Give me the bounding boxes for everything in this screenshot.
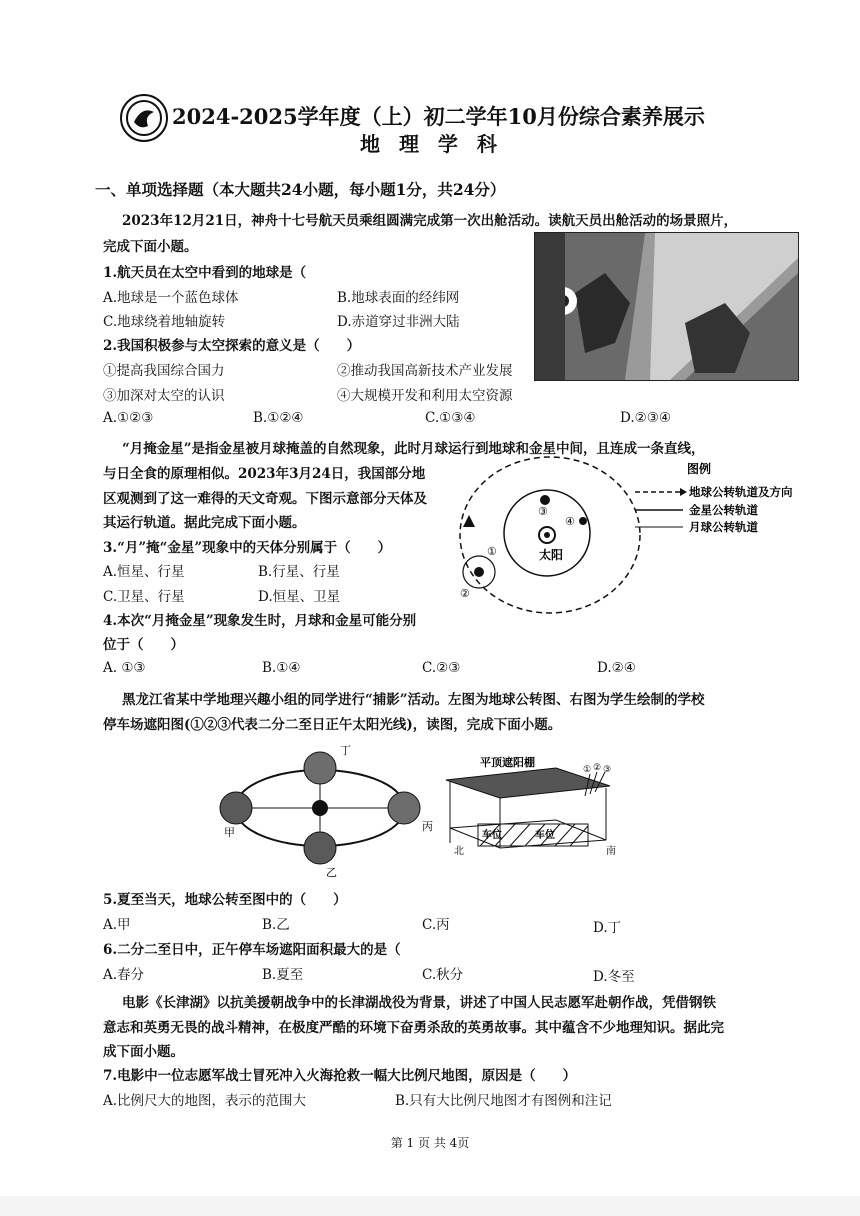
legend-moon-orbit: 月球公转轨道 <box>689 520 758 534</box>
q7-stem: 7.电影中一位志愿军战士冒死冲入火海抢救一幅大比例尺地图，原因是（ ） <box>103 1068 577 1084</box>
q3-option-d[interactable]: D.恒星、卫星 <box>258 589 341 605</box>
page-title: 2024-2025学年度（上）初二学年10月份综合素养展示 <box>172 104 705 129</box>
q7-option-b[interactable]: B.只有大比例尺地图才有图例和注记 <box>395 1093 612 1109</box>
intro1-line1: 2023年12月21日，神舟十七号航天员乘组圆满完成第一次出舱活动。读航天员出舱活动的场景照片， <box>122 213 738 229</box>
q2-stem: 2.我国积极参与太空探索的意义是（ ） <box>103 338 361 354</box>
intro2-line3: 区观测到了这一难得的天文奇观。下图示意部分天体及 <box>103 491 427 507</box>
label-north: 北 <box>454 846 464 857</box>
q5-option-b[interactable]: B.乙 <box>262 917 290 933</box>
earth-jia <box>220 792 252 824</box>
marker-3: ③ <box>538 505 548 518</box>
q2-option-b[interactable]: B.①②④ <box>253 410 304 426</box>
bottom-bar <box>0 1196 860 1216</box>
q4-option-a[interactable]: A. ①③ <box>103 660 146 676</box>
q7-option-a[interactable]: A.比例尺大的地图，表示的范围大 <box>103 1093 307 1109</box>
q2-option-c[interactable]: C.①③④ <box>425 410 476 426</box>
q4-stem-line1: 4.本次“月掩金星”现象发生时，月球和金星可能分别 <box>103 613 417 629</box>
roof-label: 平顶遮阳棚 <box>480 756 535 769</box>
marker-1: ① <box>487 545 497 558</box>
q5-option-c[interactable]: C.丙 <box>422 917 450 933</box>
earth-bing <box>388 792 420 824</box>
section-heading: 一、单项选择题（本大题共24小题，每小题1分，共24分） <box>95 180 506 199</box>
parking-space-1: 车位 <box>482 830 502 841</box>
q6-option-d[interactable]: D.冬至 <box>593 969 635 985</box>
q2-statement-2: ②推动我国高新技术产业发展 <box>337 363 513 379</box>
q4-option-c[interactable]: C.②③ <box>422 660 461 676</box>
intro2-line1: “月掩金星”是指金星被月球掩盖的自然现象，此时月球运行到地球和金星中间，且连成一条直线， <box>122 441 705 457</box>
q1-option-a[interactable]: A.地球是一个蓝色球体 <box>103 290 239 306</box>
q1-option-b[interactable]: B.地球表面的经纬网 <box>337 290 460 306</box>
parking-space-2: 车位 <box>535 830 555 841</box>
orbit-direction-arrow <box>463 515 475 527</box>
parking-shade-diagram <box>440 748 620 858</box>
q3-option-a[interactable]: A.恒星、行星 <box>103 564 185 580</box>
earth-icon <box>474 567 484 577</box>
q5-stem: 5.夏至当天，地球公转至图中的（ ） <box>103 892 347 908</box>
subject-title: 地 理 学 科 <box>360 132 503 156</box>
intro3-line1: 黑龙江省某中学地理兴趣小组的同学进行“捕影”活动。左图为地球公转图、右图为学生绘制的学校 <box>122 692 705 708</box>
legend-title: 图例 <box>687 462 712 476</box>
q1-stem: 1.航天员在太空中看到的地球是（ <box>103 265 307 281</box>
marker-4: ④ <box>565 515 575 528</box>
intro1-line2: 完成下面小题。 <box>103 239 198 255</box>
q3-stem: 3.“月”掩“金星”现象中的天体分别属于（ ） <box>103 540 392 556</box>
ray-1: ① <box>583 765 592 775</box>
legend-earth-orbit: 地球公转轨道及方向 <box>689 485 793 499</box>
q6-option-b[interactable]: B.夏至 <box>262 967 304 983</box>
ray-3: ③ <box>603 765 612 775</box>
label-jia: 甲 <box>224 826 235 839</box>
intro3-line2: 停车场遮阳图(①②③代表二分二至日正午太阳光线)，读图，完成下面小题。 <box>103 717 562 733</box>
q3-option-c[interactable]: C.卫星、行星 <box>103 589 185 605</box>
q2-statement-4: ④大规模开发和利用太空资源 <box>337 388 513 404</box>
q2-option-d[interactable]: D.②③④ <box>620 410 671 426</box>
q6-option-c[interactable]: C.秋分 <box>422 967 464 983</box>
q1-option-d[interactable]: D.赤道穿过非洲大陆 <box>337 314 460 330</box>
q4-option-d[interactable]: D.②④ <box>597 660 636 676</box>
q6-stem: 6.二分二至日中，正午停车场遮阳面积最大的是（ <box>103 942 401 958</box>
q6-option-a[interactable]: A.春分 <box>103 967 145 983</box>
label-south: 南 <box>606 846 616 857</box>
orbit-diagram <box>455 455 805 625</box>
label-bing: 丙 <box>422 820 433 833</box>
school-logo <box>120 94 168 142</box>
q5-option-a[interactable]: A.甲 <box>103 917 131 933</box>
legend-venus-orbit: 金星公转轨道 <box>689 503 758 517</box>
earth-ding <box>304 752 336 784</box>
sun-label: 太阳 <box>539 548 564 562</box>
q1-option-c[interactable]: C.地球绕着地轴旋转 <box>103 314 226 330</box>
ray-2: ② <box>593 763 602 773</box>
label-ding: 丁 <box>340 744 351 757</box>
page-footer: 第 1 页 共 4页 <box>390 1136 470 1150</box>
intro4-line3: 成下面小题。 <box>103 1044 184 1060</box>
q2-option-a[interactable]: A.①②③ <box>103 410 154 426</box>
intro2-line2: 与日全食的原理相似。2023年3月24日，我国部分地 <box>103 466 426 482</box>
q2-statement-3: ③加深对太空的认识 <box>103 388 225 404</box>
q4-option-b[interactable]: B.①④ <box>262 660 301 676</box>
marker-2: ② <box>460 587 470 600</box>
label-yi: 乙 <box>326 866 337 878</box>
q5-option-d[interactable]: D.丁 <box>593 920 622 936</box>
intro4-line1: 电影《长津湖》以抗美援朝战争中的长津湖战役为背景，讲述了中国人民志愿军赴朝作战，凭借钢铁 <box>122 995 716 1011</box>
earth-yi <box>304 832 336 864</box>
q4-stem-line2: 位于（ ） <box>103 637 184 653</box>
earth-revolution-diagram <box>218 738 438 878</box>
q3-option-b[interactable]: B.行星、行星 <box>258 564 340 580</box>
intro2-line4: 其运行轨道。据此完成下面小题。 <box>103 515 306 531</box>
intro4-line2: 意志和英勇无畏的战斗精神，在极度严酷的环境下奋勇杀敌的英勇故事。其中蕴含不少地理知识。据此完 <box>103 1020 724 1036</box>
venus-point <box>540 495 550 505</box>
astronaut-photo <box>534 232 799 381</box>
q2-statement-1: ①提高我国综合国力 <box>103 363 225 379</box>
